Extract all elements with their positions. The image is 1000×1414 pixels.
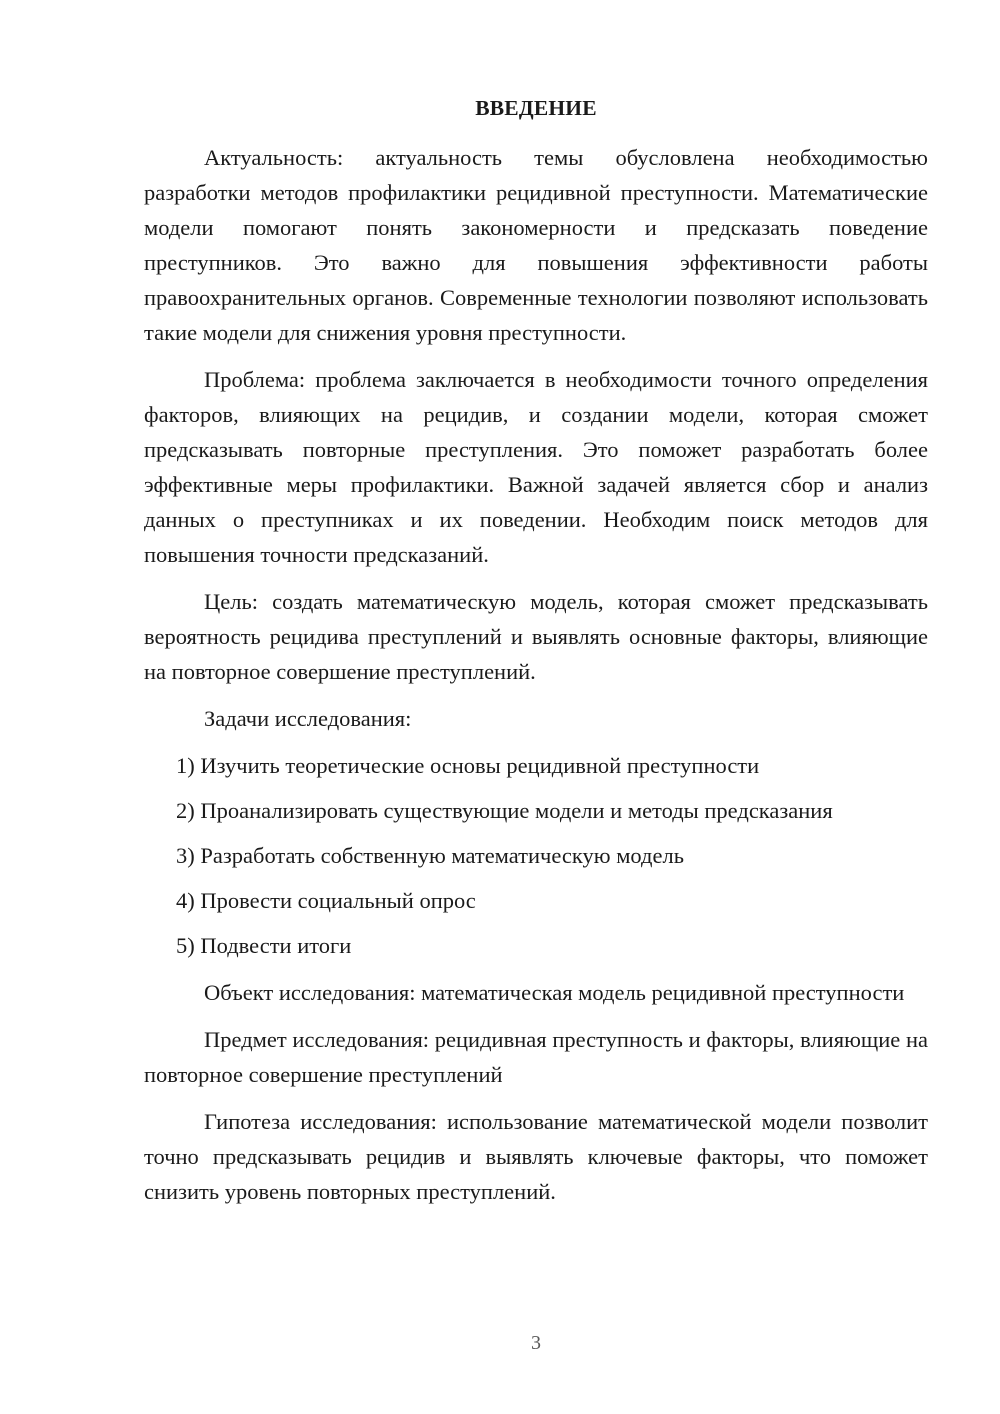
page-number: 3 xyxy=(531,1332,541,1354)
list-item: 2) Проанализировать существующие модели и методы предсказания xyxy=(176,798,833,823)
list-item: 3) Разработать собственную математическую модель xyxy=(176,843,684,868)
tasks-list xyxy=(144,748,928,963)
paragraph-subject: Предмет исследования: рецидивная преступность и факторы, влияющие на повторное совершение преступлений xyxy=(144,1027,928,1087)
paragraph-goal: Цель: создать математическую модель, которая сможет предсказывать вероятность рецидива преступлений и выявлять основные факторы, влияющие на повторное совершение преступлений. xyxy=(144,589,928,684)
tasks-heading: Задачи исследования: xyxy=(204,706,412,731)
document-body xyxy=(144,140,928,1221)
paragraph-problem: Проблема: проблема заключается в необходимости точного определения факторов, влияющих на рецидив, и создании модели, которая сможет предсказывать повторные преступления. Это поможет разработать более эффективные меры профилактики. Важной задачей является сбор и анализ данных о преступниках и их поведении. Необходим поиск методов для повышения точности предсказаний. xyxy=(144,367,928,567)
paragraph-object: Объект исследования: математическая модель рецидивной преступности xyxy=(204,980,905,1005)
list-item: 5) Подвести итоги xyxy=(176,933,352,958)
list-item: 1) Изучить теоретические основы рецидивной преступности xyxy=(176,753,760,778)
page-title: ВВЕДЕНИЕ xyxy=(475,96,597,120)
paragraph-relevance: Актуальность: актуальность темы обусловлена необходимостью разработки методов профилактики рецидивной преступности. Математические модели помогают понять закономерности и предсказать поведение преступников. Это важно для повышения эффективности работы правоохранительных органов. Современные технологии позволяют использовать такие модели для снижения уровня преступности. xyxy=(144,145,928,345)
paragraph-hypothesis: Гипотеза исследования: использование математической модели позволит точно предсказывать рецидив и выявлять ключевые факторы, что поможет снизить уровень повторных преступлений. xyxy=(144,1109,928,1204)
list-item: 4) Провести социальный опрос xyxy=(176,888,476,913)
